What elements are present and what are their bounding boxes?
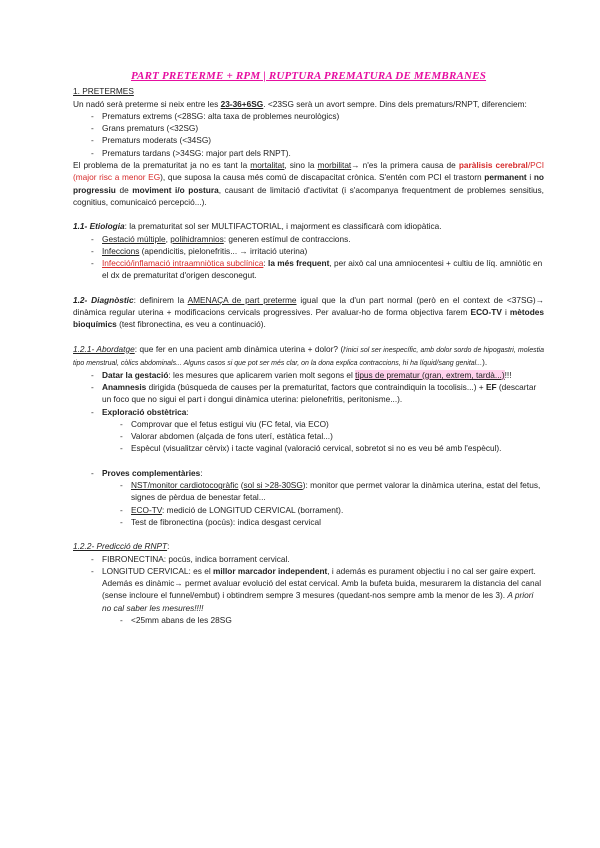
section-heading-pretermes: 1. PRETERMES <box>73 86 134 97</box>
text: : <box>167 541 170 552</box>
text: (descartar un foco que no sigui el part i dongui dinàmica uterina: pielonefritis, peritonisme...). <box>102 381 537 405</box>
mortality-term: mortalitat <box>250 160 285 171</box>
text: millor marcador independent <box>212 565 328 576</box>
etiology-label: 1.1- Etiologia <box>73 221 125 232</box>
text: : <box>200 467 203 478</box>
approach-note: l'inici sol ser inespecífic, amb dolor sordo de hipogastri, molestia tipo menstrual, còlics abdominals... Alguns casos si que pot ser més clar, on la dona explica contraccions, hi ha líquid/sang genital... <box>73 346 544 367</box>
text: , sino la <box>284 160 318 171</box>
list-item <box>91 257 544 282</box>
morbidity-paragraph <box>73 159 544 208</box>
text: mètodes bioquímics <box>73 307 544 330</box>
text: no progressiu <box>73 172 544 195</box>
text: El problema de la prematuritat ja no es tant la <box>73 160 251 171</box>
etiology-paragraph <box>73 220 544 232</box>
approach-label: 1.2.1- Abordatge <box>73 343 135 354</box>
text: : la prematuritat sol ser MULTIFACTORIAL, i majorment es classificarà com idiopàtica. <box>124 221 442 232</box>
list-item: - Grans prematurs (<32SG) <box>91 122 544 134</box>
text: polihidramnios <box>170 233 224 244</box>
text: (apendicitis, pielonefritis... → irritació uterina) <box>139 245 308 256</box>
text: , per això cal una amniocentesi + cultiu de líq. amniòtic en el dx de prematuritat d'origen desconegut. <box>102 258 543 281</box>
text: i <box>501 307 510 318</box>
preterm-types-list <box>73 110 544 159</box>
text: permanent <box>484 172 527 183</box>
text: . <23SG serà un avort sempre. Dins dels prematurs/RNPT, diferenciem: <box>263 98 527 109</box>
text: Un nadó serà preterme si neix entre les <box>73 98 221 109</box>
prediction-label: 1.2.2- Predicció de RNPT <box>73 541 168 552</box>
text: (test fibronectina, es veu a continuació). <box>116 319 266 330</box>
diagnosis-label: 1.2- Diagnòstic <box>73 294 134 305</box>
text: A priori no cal saber les mesures!!!! <box>102 590 534 613</box>
text: , <box>165 233 171 244</box>
list-item <box>91 406 544 455</box>
text: sol si >28-30SG <box>243 480 303 491</box>
approach-list <box>73 369 544 455</box>
list-item: - <25mm abans de les 28SG <box>120 614 544 626</box>
text: de <box>115 184 133 195</box>
text: !!! <box>504 369 512 380</box>
text: Gestació múltiple <box>102 233 166 244</box>
tests-list <box>73 467 544 528</box>
list-item <box>91 381 544 406</box>
cerebral-palsy-term: paràlisis cerebral <box>458 160 528 171</box>
list-item <box>91 245 544 257</box>
list-item: - Espècul (visualitzar cèrvix) i tacte vaginal (valoració cervical, sobretot si no es veu bé amb l'espècul). <box>120 442 544 454</box>
diagnosis-paragraph <box>73 294 544 331</box>
pretermes-intro <box>73 98 544 110</box>
text: i <box>526 172 534 183</box>
text: Exploració obstètrica <box>102 406 187 417</box>
list-item <box>91 467 544 528</box>
list-item: - Prematurs extrems (<28SG: alta taxa de problemes neurològics) <box>91 110 544 122</box>
list-item <box>91 233 544 245</box>
text: tipus de prematur (gran, extrem, tardà...) <box>355 369 505 380</box>
list-item <box>91 369 544 381</box>
etiology-list <box>73 233 544 282</box>
document-title: PART PRETERME + RPM | RUPTURA PREMATURA DE MEMBRANES <box>130 70 487 82</box>
risk-note: major risc a menor EG <box>75 172 161 183</box>
cervical-length-sublist <box>102 614 544 626</box>
text: : les mesures que aplicarem varien molt segons el <box>168 369 356 380</box>
text: Proves complementàries <box>102 467 201 478</box>
list-item: - Prematurs moderats (<34SG) <box>91 134 544 146</box>
text: : definirem la <box>133 294 188 305</box>
text: LONGITUD CERVICAL: es el <box>102 565 213 576</box>
tests-sublist <box>102 479 544 528</box>
text: AMENAÇA de part preterme <box>187 294 297 305</box>
text: : medició de LONGITUD CERVICAL (borrament). <box>162 504 344 515</box>
text: : que fer en una pacient amb dinàmica uterina + dolor? ( <box>134 343 344 354</box>
text: , causant de limitació d'activitat (i s'acompanya frequentment de problemes sensitius, cognitius, comunicaicó percepció...). <box>73 184 544 207</box>
prediction-list <box>73 553 544 627</box>
text: la més frequent <box>268 258 330 269</box>
text: igual que la d'un part normal (però en el context de <37SG)→ dinàmica regular uterina + modificacions cervicals progressives. Per avaluar-ho de forma objectiva farem <box>73 294 544 318</box>
text: Datar la gestació <box>102 369 169 380</box>
text: Anamnesis <box>102 381 147 392</box>
text: Infecció/inflamació intraamniòtica subclínica <box>102 258 264 269</box>
text: ( <box>238 480 244 491</box>
list-item: - Comprovar que el fetus estigui viu (FC fetal, via ECO) <box>120 418 544 430</box>
text: : generen estímul de contraccions. <box>223 233 351 244</box>
text: ECO-TV <box>470 307 502 318</box>
list-item <box>91 565 544 626</box>
text: : <box>186 406 189 417</box>
text: moviment i/o postura <box>132 184 219 195</box>
text: EF <box>485 381 497 392</box>
text: Infeccions <box>102 245 140 256</box>
text: : <box>263 258 269 269</box>
text: ). <box>482 356 488 367</box>
morbidity-term: morbilitat <box>317 160 352 171</box>
pci-term: /PCI ( <box>73 160 544 183</box>
text: ), que suposa la causa més comú de discapacitat crònica. S'entén com PCI el trastorn <box>160 172 485 183</box>
text: , i además es purament objectiu i no cal ser gaire expert. Además es dinàmic→ permet avaluar evolució del estat cervical. Amb la bufeta buida, mesurarem la distancia del canal (sense incloure el funnel/embut) i obtindrem sempre 3 mesures (quedant-nos sempre amb la menor de les 3). <box>102 565 542 601</box>
list-item <box>120 479 544 504</box>
exploration-sublist <box>102 418 544 455</box>
text: ECO-TV <box>131 504 163 515</box>
text: ): monitor que permet valorar la dinàmica uterina, estat del fetus, signes de pèrdua de benestar fetal... <box>131 480 541 503</box>
list-item: - FIBRONECTINA: pocús, indica borrament cervical. <box>91 553 544 565</box>
approach-paragraph <box>73 343 544 369</box>
text: NST/monitor cardiotocogràfic <box>131 480 239 491</box>
gestational-range: 23-36+6SG <box>220 98 264 109</box>
text: → n'es la primera causa de <box>351 160 459 171</box>
list-item: - Test de fibronectina (pocús): indica desgast cervical <box>120 516 544 528</box>
prediction-heading <box>73 540 544 552</box>
list-item <box>120 504 544 516</box>
list-item: - Valorar abdomen (alçada de fons uterí, estàtica fetal...) <box>120 430 544 442</box>
list-item: - Prematurs tardans (>34SG: major part dels RNPT). <box>91 147 544 159</box>
text: dirigida (búsqueda de causes per la prematuritat, factors que contraindiquin la tocolisis...) + <box>146 381 486 392</box>
